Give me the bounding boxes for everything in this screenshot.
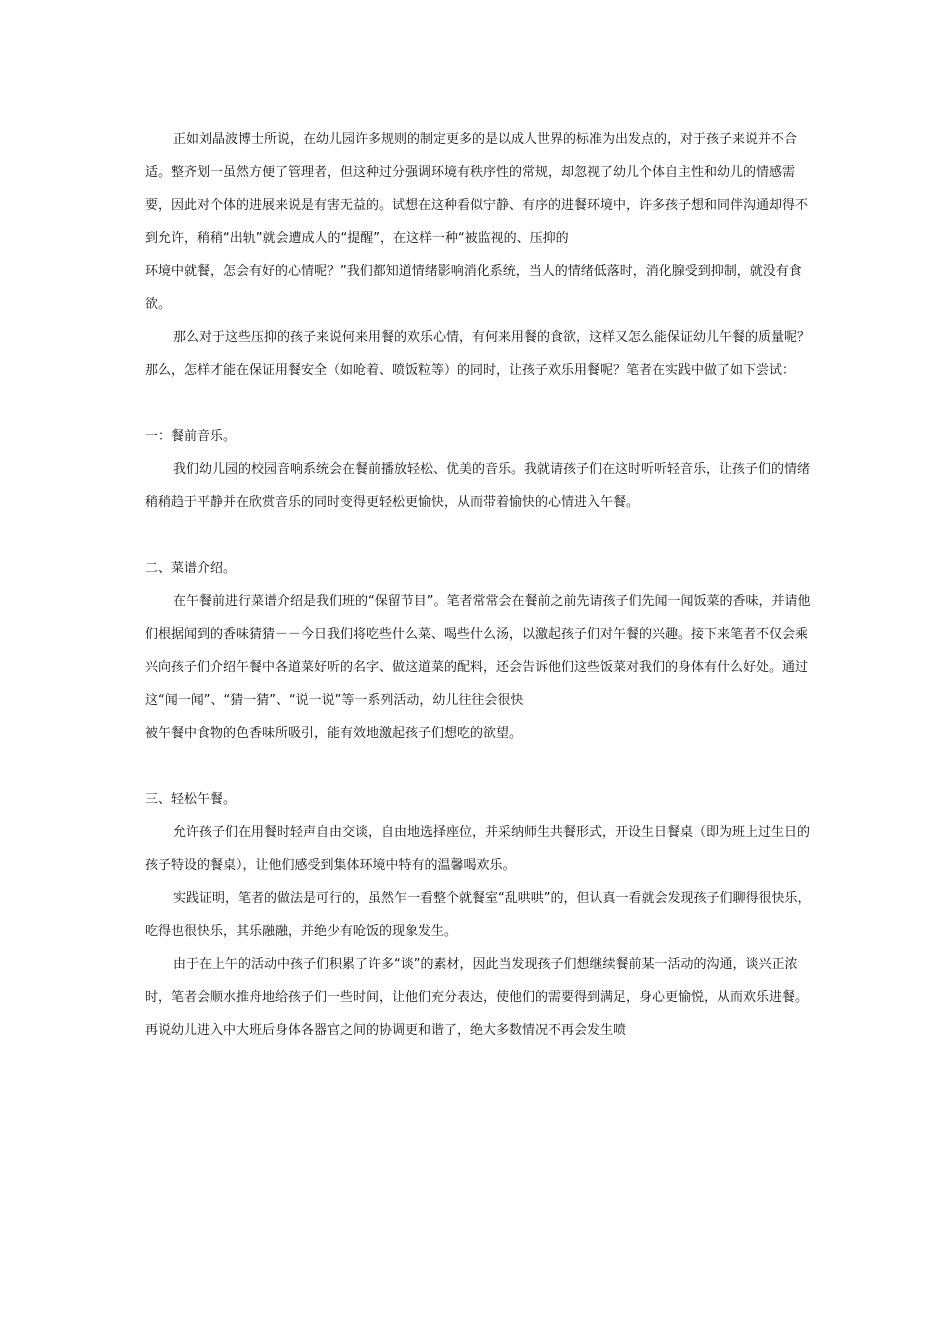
paragraph-question: 那么对于这些压抑的孩子来说何来用餐的欢乐心情，有何来用餐的食欲，这样又怎么能保证幼儿午餐的质量呢？那么，怎样才能在保证用餐安全（如呛着、喷饭粒等）的同时，让孩子欢乐用餐呢？笔者在实践中做了如下尝试：	[145, 330, 811, 378]
spacer	[145, 519, 815, 552]
paragraph-menu-continued: 被午餐中食物的色香味所吸引，能有效地激起孩子们想吃的欲望。	[145, 726, 523, 741]
paragraph-conversation: 由于在上午的活动中孩子们积累了许多“谈”的素材，因此当发现孩子们想继续餐前某一活动的沟通，谈兴正浓时，笔者会顺水推舟地给孩子们一些时间，让他们充分表达，使他们的需要得到满足，身心更愉悦，从而欢乐进餐。再说幼儿进入中大班后身体各器官之间的协调更和谐了，绝大多数情况不再会发生喷	[145, 957, 809, 1038]
paragraph-intro-continued: 环境中就餐，怎会有好的心情呢？”我们都知道情绪影响消化系统，当人的情绪低落时，消化腺受到抑制，就没有食欲。	[145, 264, 802, 312]
section-heading-lunch: 三、轻松午餐。	[145, 792, 237, 807]
spacer	[145, 750, 815, 783]
paragraph-music: 我们幼儿园的校园音响系统会在餐前播放轻松、优美的音乐。我就请孩子们在这时听听轻音乐，让孩子们的情绪稍稍趋于平静并在欣赏音乐的同时变得更轻松更愉快，从而带着愉快的心情进入午餐。	[145, 462, 811, 510]
section-heading-menu: 二、菜谱介绍。	[145, 561, 237, 576]
section-heading-music: 一：餐前音乐。	[145, 429, 237, 444]
spacer	[145, 387, 815, 420]
paragraph-practice: 实践证明，笔者的做法是可行的，虽然乍一看整个就餐室“乱哄哄”的，但认真一看就会发现孩子们聊得很快乐，吃得也很快乐，其乐融融，并绝少有呛饭的现象发生。	[145, 891, 811, 939]
paragraph-lunch: 允许孩子们在用餐时轻声自由交谈，自由地选择座位，并采纳师生共餐形式，开设生日餐桌（即为班上过生日的孩子特设的餐桌），让他们感受到集体环境中特有的温馨喝欢乐。	[145, 825, 811, 873]
paragraph-intro: 正如刘晶波博士所说，在幼儿园许多规则的制定更多的是以成人世界的标准为出发点的，对于孩子来说并不合适。整齐划一虽然方便了管理者，但这种过分强调环境有秩序性的常规，却忽视了幼儿个体自主性和幼儿的情感需要，因此对个体的进展来说是有害无益的。试想在这种看似宁静、有序的进餐环境中，许多孩子想和同伴沟通却得不到允许，稍稍“出轨”就会遭成人的“提醒”，在这样一种“被监视的、压抑的	[145, 132, 809, 246]
document-body	[145, 123, 815, 1047]
paragraph-menu: 在午餐前进行菜谱介绍是我们班的“保留节目”。笔者常常会在餐前之前先请孩子们先闻一闻饭菜的香味，并请他们根据闻到的香味猜猜－－今日我们将吃些什么菜、喝些什么汤，以激起孩子们对午餐的兴趣。接下来笔者不仅会乘兴向孩子们介绍午餐中各道菜好听的名字、做这道菜的配料，还会告诉他们这些饭菜对我们的身体有什么好处。通过这“闻一闻”、“猜一猜”、“说一说”等一系列活动，幼儿往往会很快	[145, 594, 811, 708]
